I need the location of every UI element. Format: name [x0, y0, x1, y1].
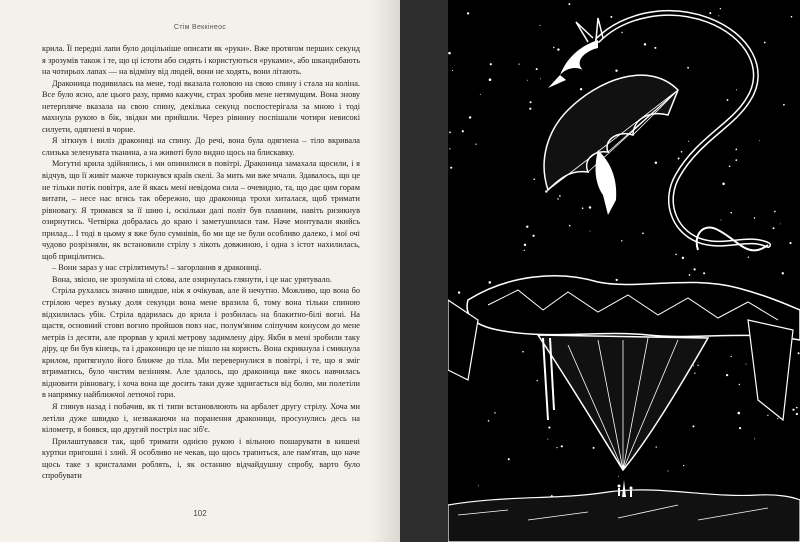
star — [738, 412, 741, 415]
star — [694, 372, 695, 373]
star — [796, 413, 798, 415]
star — [621, 32, 622, 33]
star — [557, 198, 559, 200]
star — [722, 183, 725, 186]
star — [569, 225, 571, 227]
star — [688, 141, 689, 142]
paragraph: Вона, звісно, не зрозуміла ні слова, але озирнулась глянути, і це нас урятувало. — [52, 274, 332, 284]
star — [782, 272, 784, 274]
star — [693, 365, 694, 366]
star — [654, 47, 656, 49]
star — [754, 217, 756, 219]
dragon-jaw — [548, 75, 566, 88]
star — [553, 47, 554, 48]
star — [720, 8, 721, 9]
star — [449, 148, 450, 149]
star — [580, 88, 582, 90]
star — [727, 99, 729, 101]
star — [780, 223, 781, 224]
star — [726, 374, 728, 376]
star — [739, 427, 741, 429]
star — [767, 415, 768, 416]
star — [490, 63, 492, 65]
star — [540, 78, 541, 79]
star — [530, 101, 532, 103]
paragraph: Стріла рухалась значно швидше, ніж я очікував, але й нечутно. Можливо, що вона бо стрілою через вузьку доля секунди вона мене вразила б, тому вона тільки спиною відхилилась убік. Стріла вдарилась до крила і розбилась на блакитно-білі вогні. На щастя, основний стовп вогню пройшов повз нас, полум'яним сліпучим конусом до мене метрів із десяти, але прорвав у крилі метрову задимлену діру. Якби в мені зробили таку діру, це би був кінець, та і драконицю це не пішло на користь. Вона скрикнула і смикнула крилом, притягнуло його ближче до тіла. Ми перевернулися в повітрі, і те, що я зміг втриматись, було чистим везінням. Але здалось, що драконица вже якось навчилась відновити рівновагу, і хоча вона ще досить таки дуже здригається від болю, ми полетіли в напрямку найближчої летючої гори. — [42, 286, 360, 400]
star — [524, 250, 525, 251]
star — [789, 242, 791, 244]
star — [488, 420, 490, 422]
star — [681, 151, 683, 153]
star — [494, 412, 495, 413]
rider-silhouette — [596, 150, 617, 215]
star — [731, 356, 732, 357]
star — [773, 227, 775, 229]
star — [548, 427, 550, 429]
star — [522, 351, 524, 353]
star — [746, 364, 747, 365]
star — [682, 257, 684, 259]
star — [478, 485, 479, 486]
star — [618, 476, 619, 477]
star — [729, 165, 731, 167]
page-number: 102 — [193, 509, 207, 518]
floating-rock-right — [748, 320, 793, 420]
star — [458, 291, 460, 293]
paragraph: Могутні крила здійнялись, і ми опинилися в повітрі. Драконица замахала щосили, і я відчув, що її живіт мажче торкнувся країв скелі. За мить ми вже мчали. Здавалось, що це не тільки потік повітря, але й якась мені невідома сила – очевидно, та, що дає цим горам витати, – несе нас вгись так обережно, що драконица трохи хиталася, щоб тримати рівновагу. Я тримався за її шию і, оскільки далі політ був плавним, навіть ризикнув озирнутись. Четвірка добралась до краю і заметушилася там. Наче монтували якийсь прилад... І тоді в цьому я вже було сумнівів, бо ми ще не були особливо далеко, і мої очі чудово розрізняли, як встановили стрілу з лікоть довжиною, і одна з істот нахилилась, щоб прицілитись. — [42, 159, 360, 261]
star — [559, 195, 561, 197]
star — [489, 281, 492, 284]
gutter-shadow — [370, 0, 400, 542]
star — [703, 272, 705, 274]
star — [777, 418, 778, 419]
star — [448, 52, 451, 55]
star — [537, 380, 538, 381]
star — [616, 279, 618, 281]
star — [475, 144, 476, 145]
star — [489, 78, 492, 81]
star — [748, 257, 749, 258]
star — [568, 3, 570, 5]
star — [683, 465, 684, 466]
star — [792, 409, 794, 411]
star — [735, 159, 737, 161]
star — [467, 12, 469, 14]
figures — [618, 480, 633, 497]
star — [736, 89, 737, 90]
star — [615, 70, 617, 72]
star — [452, 70, 453, 71]
star — [524, 244, 526, 246]
star — [656, 446, 657, 447]
dragon-illustration — [448, 0, 800, 542]
ground-terrain — [448, 490, 800, 542]
star — [791, 16, 793, 18]
star — [532, 235, 534, 237]
star — [678, 158, 680, 160]
star — [589, 206, 591, 208]
star — [693, 268, 695, 270]
star — [721, 220, 722, 221]
star — [718, 15, 719, 16]
paragraph: Я глянув назад і побачив, як ті типи встановлюють на арбалет другу стрілу. Хоча ми летіли дуже швидко і, незважаючи на поранення драконици, просунулись десь на кілометр, я боявся, що другий постріл нас зіб'є. — [42, 401, 360, 435]
star — [539, 25, 540, 26]
star — [557, 48, 559, 50]
star — [536, 68, 538, 70]
star — [730, 212, 732, 214]
star — [561, 445, 563, 447]
paragraph: – Вони зараз у нас стрілятимуть! – загорланив я дракониці. — [52, 263, 262, 273]
star — [462, 130, 464, 132]
star — [759, 140, 760, 141]
paragraph: крила. Її передні лапи було доцільніше описати як «руки». Вже протягом перших секунд я зрозумів також і те, що ці істоти або сидять і користуються «руками», або шкандибають на чотирьох лапах — на відміну від людей, вони не ходять, вони літають. — [42, 44, 360, 77]
star — [593, 447, 595, 449]
star — [644, 43, 646, 45]
paragraph: Драконица подивилась на мене, тоді вказала головою на свою спину і стала на коліна. Все було ясно, але цього разу, прямо кажучи, страх зробив мене нетямущим. Вона знову нетерпляче вказала на свою спину, декілька секунд поспостерігала за мною і тоді махнула рукою в бік, звідки ми прийшли. Через рівнину поспішали чотири невисокі силуети, одягнені в чорне. — [42, 78, 360, 134]
star — [687, 67, 689, 69]
star — [519, 64, 520, 65]
star — [796, 407, 798, 409]
star — [582, 207, 584, 209]
star — [527, 80, 528, 81]
running-head: Стім Веккінеос — [173, 24, 227, 31]
star — [754, 438, 755, 439]
paragraph: Прилаштувався так, щоб тримати однією рукою і вільною пошарувати в кишені куртки пригошні і злий. Я особливо не чекав, що щось трапиться, але пам'ятав, що наче щось таке з кристалами роблять, і, як останню відчайдушну спробу, варто було спробувати — [42, 436, 360, 481]
star — [508, 458, 510, 460]
star — [697, 365, 698, 366]
right-page — [400, 0, 800, 542]
star — [547, 439, 548, 440]
star — [798, 352, 800, 354]
star — [689, 274, 691, 276]
star — [545, 190, 547, 192]
body-text — [42, 43, 360, 482]
star — [783, 104, 785, 106]
star — [449, 131, 451, 133]
illustration-svg — [448, 0, 800, 542]
star — [526, 226, 528, 228]
star — [450, 167, 452, 169]
star — [621, 240, 622, 241]
star — [764, 42, 766, 44]
dragon-head — [560, 40, 598, 75]
star — [739, 384, 740, 385]
star — [590, 231, 591, 232]
star — [480, 94, 481, 95]
star — [735, 149, 737, 151]
star — [642, 232, 644, 234]
star — [774, 211, 776, 213]
paragraph: Я зіткнув і виліз дракониці на спину. До речі, вона була одягнена – тіло вкривала слизька зеленувата тканина, а на животі було видно щось на блискавку. — [42, 136, 360, 157]
star — [529, 108, 531, 110]
star — [692, 425, 694, 427]
star — [610, 16, 612, 18]
star — [675, 254, 677, 256]
star — [533, 178, 535, 180]
star — [556, 447, 557, 448]
star — [469, 116, 471, 118]
star — [668, 470, 669, 471]
star — [709, 12, 711, 14]
star — [655, 161, 657, 163]
